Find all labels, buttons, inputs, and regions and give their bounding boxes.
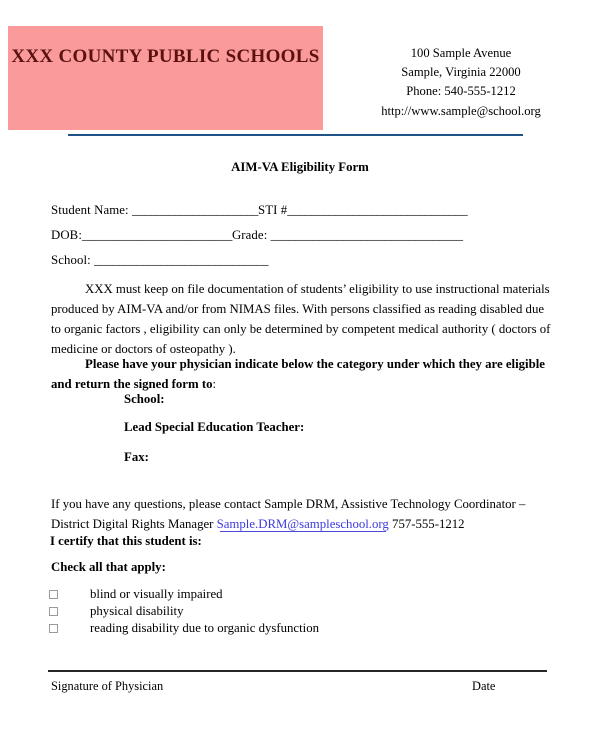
grade-label: Grade:	[231, 228, 271, 242]
return-to-fax-label: Fax:	[124, 450, 149, 464]
address-city-state-zip: Sample, Virginia 22000	[401, 65, 521, 80]
form-title: AIM-VA Eligibility Form	[231, 160, 369, 174]
address-phone: Phone: 540-555-1212	[406, 84, 516, 99]
signature-rule	[48, 670, 547, 672]
list-item[interactable]	[49, 620, 469, 637]
checkbox-label: reading disability due to organic dysfunction	[90, 621, 319, 635]
grade-fill-line[interactable]: ________________________________	[270, 228, 463, 242]
contact-phone: 757-555-1212	[388, 517, 465, 531]
list-item[interactable]	[49, 586, 469, 603]
policy-paragraph	[51, 279, 551, 359]
contact-text-before: If you have any questions, please contact Sample DRM, Assistive Technology Coordinator – District Digital Rights Manager	[51, 497, 526, 531]
address-website: http://www.sample@school.org	[381, 103, 541, 118]
instruction-paragraph	[51, 354, 549, 394]
checkbox-icon[interactable]	[49, 607, 58, 616]
school-label: School:	[51, 253, 95, 267]
letterhead-color-band	[8, 26, 323, 130]
sti-label: STI #	[257, 203, 288, 217]
contact-email-link[interactable]: Sample.DRM@sampleschool.org	[216, 517, 389, 531]
student-name-label: Student Name:	[51, 203, 133, 217]
school-name-heading: XXX COUNTY PUBLIC SCHOOLS	[11, 46, 320, 67]
instruction-paragraph-text: Please have your physician indicate below the category under which they are eligible and return the signed form to	[51, 357, 545, 391]
student-name-field-row	[51, 203, 467, 218]
checkbox-icon[interactable]	[49, 590, 58, 599]
address-street: 100 Sample Avenue	[410, 46, 512, 60]
school-fill-line[interactable]: _____________________________	[94, 253, 269, 267]
check-all-that-apply-label: Check all that apply:	[51, 560, 166, 574]
checkbox-label: physical disability	[90, 604, 184, 618]
signature-of-physician-label: Signature of Physician	[51, 679, 164, 693]
contact-paragraph	[51, 494, 547, 534]
address-block	[330, 44, 592, 121]
list-item[interactable]	[49, 603, 469, 620]
dob-label: DOB:	[51, 228, 82, 242]
return-to-teacher-label: Lead Special Education Teacher:	[124, 420, 305, 434]
dob-fill-line[interactable]: _________________________	[81, 228, 232, 242]
checkbox-icon[interactable]	[49, 624, 58, 633]
instruction-paragraph-colon: :	[212, 377, 217, 391]
return-to-school-label: School:	[124, 392, 165, 406]
school-field-row	[51, 253, 268, 268]
student-name-fill-line[interactable]: _____________________	[132, 203, 258, 217]
policy-paragraph-text: XXX must keep on file documentation of students’ eligibility to use instructional materials produced by AIM-VA and/or from NIMAS files. With persons classified as reading disabled due to organic factors , eligibility can only be determined by competent medical authority ( doctors of medicine or doctors of osteopathy ).	[51, 282, 551, 356]
checkbox-label: blind or visually impaired	[90, 587, 223, 601]
email-underline-rule	[220, 531, 386, 532]
sti-fill-line[interactable]: ______________________________	[287, 203, 468, 217]
date-label: Date	[472, 679, 496, 693]
eligibility-checkbox-list	[49, 586, 469, 637]
dob-grade-field-row	[51, 228, 463, 243]
certify-statement: I certify that this student is:	[50, 534, 202, 548]
letterhead-divider-rule	[68, 134, 523, 136]
